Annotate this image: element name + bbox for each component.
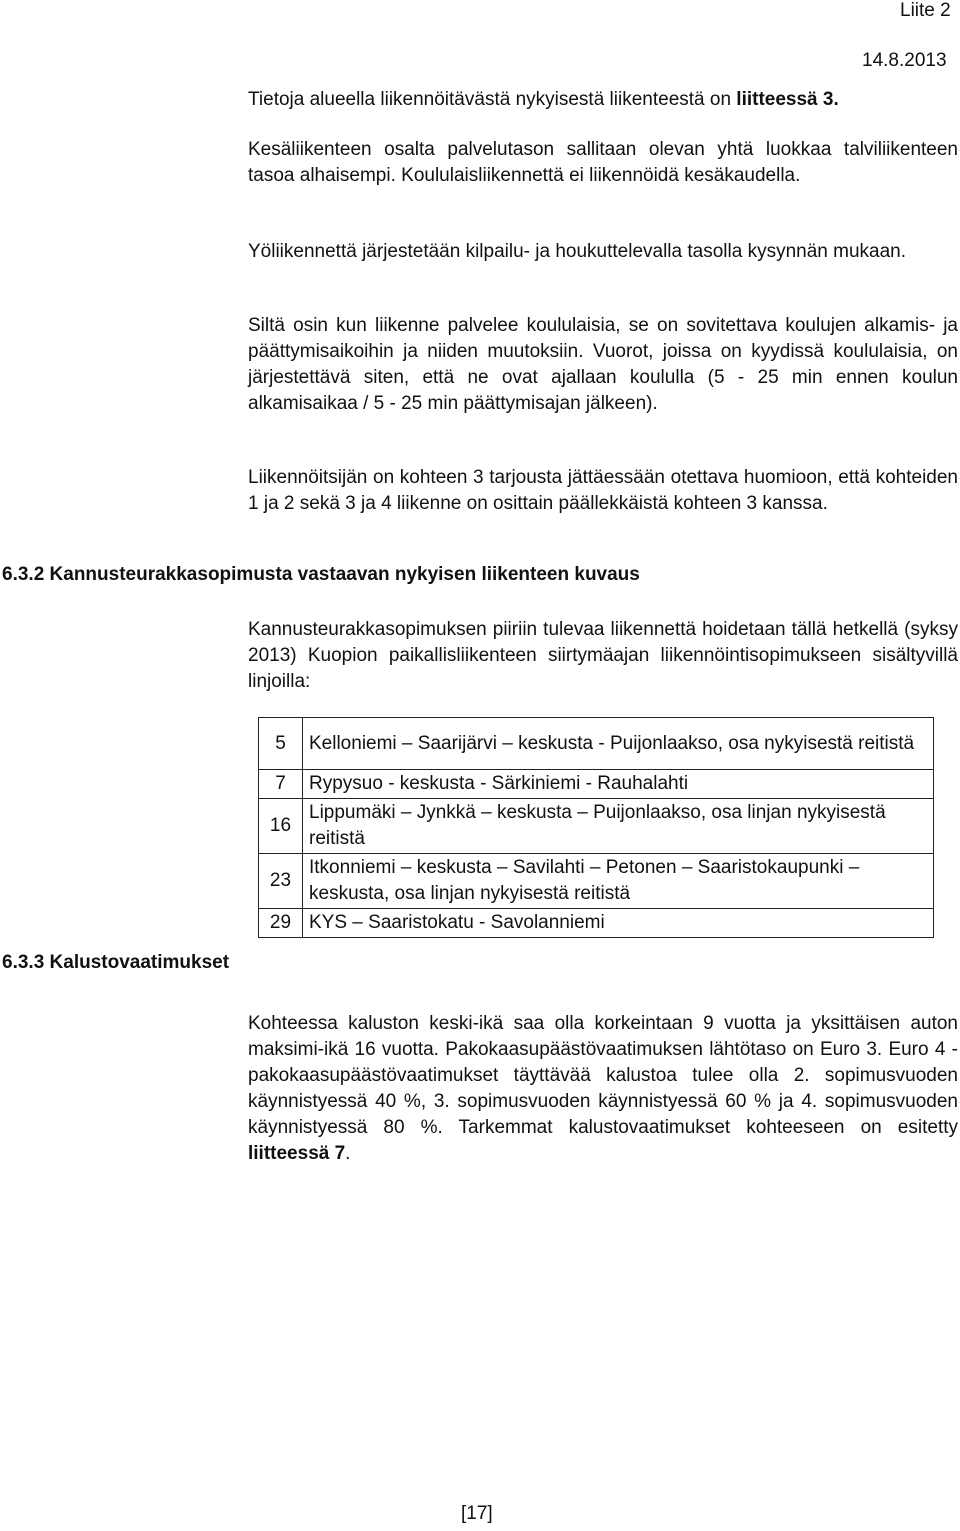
line-route: Rypysuo - keskusta - Särkiniemi - Rauhalahti <box>303 770 934 799</box>
paragraph-intro-text: Tietoja alueella liikennöitävästä nykyisestä liikenteestä on <box>248 89 737 110</box>
table-row <box>259 770 934 799</box>
document-date <box>862 50 947 72</box>
document-date-text: 14.8.2013 <box>862 50 947 71</box>
table-row <box>259 909 934 938</box>
line-number: 29 <box>259 909 303 938</box>
table-row <box>259 854 934 909</box>
paragraph-kohde-3: Liikennöitsijän on kohteen 3 tarjousta jättäessään otettava huomioon, että kohteiden 1 ja 2 sekä 3 ja 4 liikenne on osittain päällekkäistä kohteen 3 kanssa. <box>248 467 958 514</box>
table-row <box>259 718 934 770</box>
line-route: Lippumäki – Jynkkä – keskusta – Puijonlaakso, osa linjan nykyisestä reitistä <box>303 799 934 854</box>
line-number: 23 <box>259 854 303 909</box>
line-route: Itkonniemi – keskusta – Savilahti – Petonen – Saaristokaupunki – keskusta, osa linjan nykyisestä reitistä <box>303 854 934 909</box>
page-number: [17] <box>461 1503 493 1524</box>
section-heading-6-3-3: 6.3.3 Kalustovaatimukset <box>2 952 230 973</box>
attachment-label-text: Liite 2 <box>900 0 951 21</box>
paragraph-school-traffic: Siltä osin kun liikenne palvelee koululaisia, se on sovitettava koulujen alkamis- ja päättymisaikoihin ja niiden muutoksiin. Vuorot, joissa on kyydissä koululaisia, on järjestettävä siten, että ne ovat ajallaan koululla (5 - 25 min ennen koulun alkamisaikaa / 5 - 25 min päättymisajan jälkeen). <box>248 315 958 414</box>
paragraph-kalusto-tail: . <box>345 1143 351 1164</box>
paragraph-summer-traffic: Kesäliikenteen osalta palvelutason sallitaan olevan yhtä luokkaa talviliikenteen tasoa alhaisempi. Koululaisliikennettä ei liikennöidä kesäkaudella. <box>248 139 958 186</box>
paragraph-kannuste: Kannusteurakkasopimuksen piiriin tulevaa liikennettä hoidetaan tällä hetkellä (syksy 2013) Kuopion paikallisliikenteen siirtymäajan liikennöintisopimukseen sisältyvillä linjoilla: <box>248 619 958 692</box>
line-route: KYS – Saaristokatu - Savolanniemi <box>303 909 934 938</box>
line-number: 7 <box>259 770 303 799</box>
line-number: 5 <box>259 718 303 770</box>
bus-lines-table <box>258 717 934 938</box>
line-number: 16 <box>259 799 303 854</box>
paragraph-kalusto-bold: liitteessä 7 <box>248 1143 346 1164</box>
line-route: Kelloniemi – Saarijärvi – keskusta - Puijonlaakso, osa nykyisestä reitistä <box>303 718 934 770</box>
paragraph-intro <box>248 87 958 113</box>
section-heading-6-3-2: 6.3.2 Kannusteurakkasopimusta vastaavan nykyisen liikenteen kuvaus <box>2 564 640 585</box>
paragraph-intro-bold: liitteessä 3. <box>736 89 839 110</box>
attachment-label <box>900 0 951 22</box>
paragraph-kalusto <box>248 1011 958 1167</box>
paragraph-night-traffic: Yöliikennettä järjestetään kilpailu- ja houkuttelevalla tasolla kysynnän mukaan. <box>248 241 906 262</box>
table-row <box>259 799 934 854</box>
paragraph-kalusto-text: Kohteessa kaluston keski-ikä saa olla korkeintaan 9 vuotta ja yksittäisen auton maksimi-ikä 16 vuotta. Pakokaasupäästövaatimuksen lähtötaso on Euro 3. Euro 4 -pakokaasupäästövaatimukset täyttävää kalustoa tulee olla 2. sopimusvuoden käynnistyessä 40 %, 3. sopimusvuoden käynnistyessä 60 % ja 4. sopimusvuoden käynnistyessä 80 %. Tarkemmat kalustovaatimukset kohteeseen on esitetty <box>248 1013 958 1138</box>
